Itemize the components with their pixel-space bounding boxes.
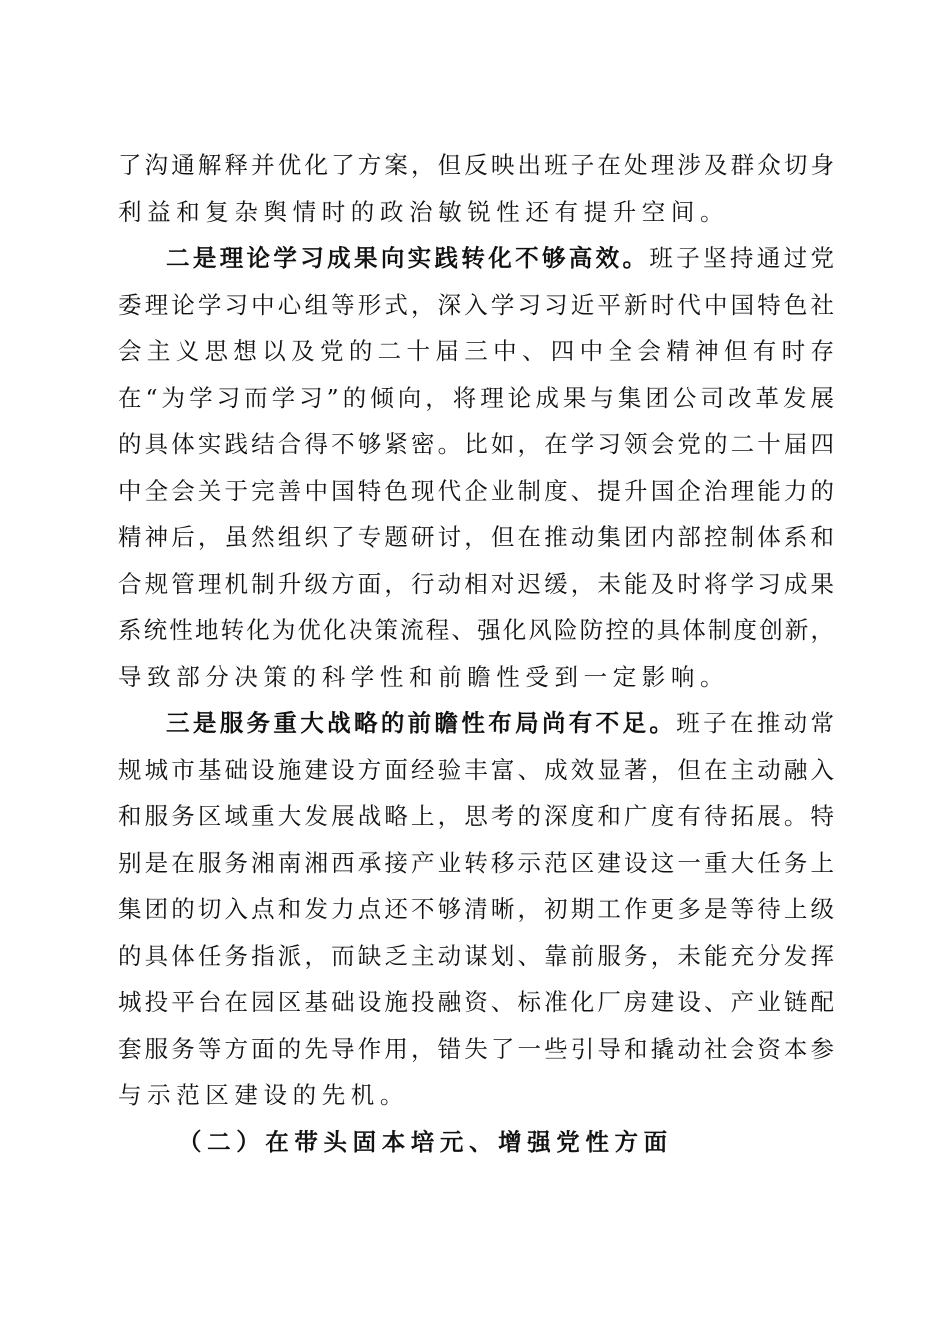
paragraph-line: 套服务等方面的先导作用，错失了一些引导和撬动社会资本参: [118, 1034, 834, 1063]
paragraph-line: 的具体任务指派，而缺乏主动谋划、靠前服务，未能充分发挥: [118, 941, 834, 970]
paragraph-line: 在“为学习而学习”的倾向，将理论成果与集团公司改革发展: [118, 383, 834, 412]
paragraph-heading: 三是服务重大战略的前瞻性布局尚有不足。: [166, 709, 677, 737]
paragraph-line: 导致部分决策的科学性和前瞻性受到一定影响。: [118, 662, 730, 691]
paragraph-line: 精神后，虽然组织了专题研讨，但在推动集团内部控制体系和: [118, 523, 834, 551]
paragraph-3: [118, 700, 834, 1119]
paragraph-first-line: [118, 235, 834, 282]
paragraph-line: 利益和复杂舆情时的政治敏锐性还有提升空间。: [118, 197, 730, 226]
paragraph-line: 合规管理机制升级方面，行动相对迟缓，未能及时将学习成果: [118, 569, 834, 598]
paragraph-line: 和服务区域重大发展战略上，思考的深度和广度有待拓展。特: [118, 802, 834, 830]
paragraph-first-line: [118, 700, 834, 747]
paragraph-line: 城投平台在园区基础设施投融资、标准化厂房建设、产业链配: [118, 988, 834, 1016]
paragraph-line: 系统性地转化为优化决策流程、强化风险防控的具体制度创新，: [118, 616, 834, 644]
paragraph-line: 会主义思想以及党的二十届三中、四中全会精神但有时存: [118, 337, 834, 365]
paragraph-line: 与示范区建设的先机。: [118, 1081, 409, 1109]
document-body: [118, 142, 834, 1165]
paragraph-line: 集团的切入点和发力点还不够清晰，初期工作更多是等待上级: [118, 895, 834, 923]
paragraph-text: 班子在推动常: [676, 709, 835, 737]
paragraph-line: 委理论学习中心组等形式，深入学习习近平新时代中国特色社: [118, 290, 834, 319]
paragraph-1: [118, 142, 834, 235]
paragraph-text: 班子坚持通过党: [649, 244, 834, 272]
section-heading: （二）在带头固本培元、增强党性方面: [178, 1127, 673, 1156]
paragraph-line: 中全会关于完善中国特色现代企业制度、提升国企治理能力的: [118, 476, 834, 505]
paragraph-line: 的具体实践结合得不够紧密。比如，在学习领会党的二十届四: [118, 430, 834, 458]
paragraph-line: 规城市基础设施建设方面经验丰富、成效显著，但在主动融入: [118, 755, 834, 784]
paragraph-line: 了沟通解释并优化了方案，但反映出班子在处理涉及群众切身: [118, 151, 834, 179]
paragraph-heading: 二是理论学习成果向实践转化不够高效。: [166, 244, 650, 272]
paragraph-line: 别是在服务湘南湘西承接产业转移示范区建设这一重大任务上: [118, 848, 834, 877]
paragraph-2: [118, 235, 834, 700]
